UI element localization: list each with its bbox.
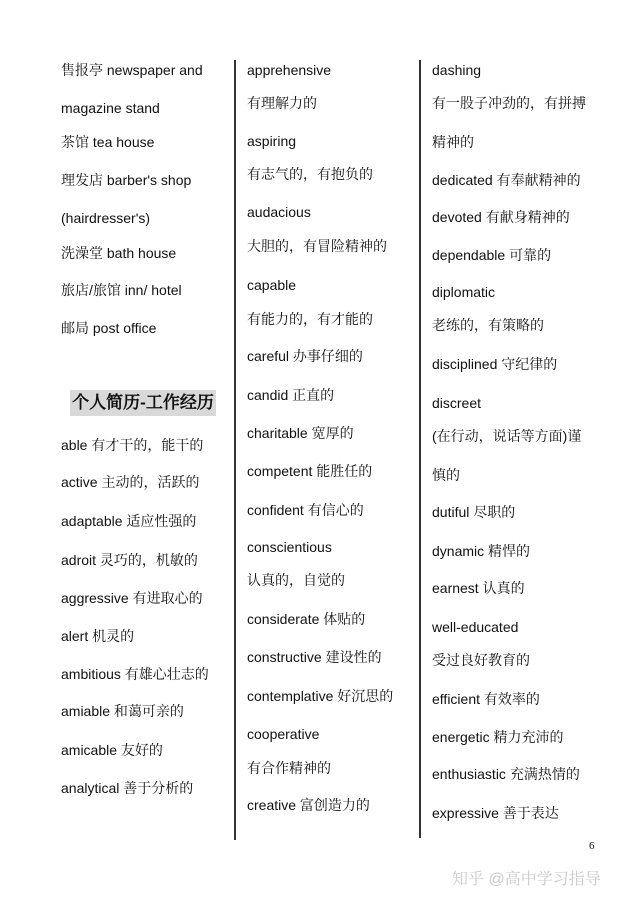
vocab-line: energetic 精力充沛的	[432, 729, 564, 745]
column-divider-left	[234, 60, 236, 840]
vocab-line: disciplined 守纪律的	[432, 356, 558, 372]
vocab-line: 有理解力的	[247, 95, 317, 111]
vocab-line: adroit 灵巧的，机敏的	[61, 552, 198, 568]
page-number: 6	[589, 840, 595, 852]
vocab-line: (hairdresser's)	[61, 210, 151, 226]
vocab-line: active 主动的，活跃的	[61, 474, 200, 490]
vocab-line: 老练的，有策略的	[432, 317, 544, 333]
vocab-line: devoted 有献身精神的	[432, 209, 570, 225]
vocab-line: 邮局 post office	[61, 320, 157, 336]
vocab-line: audacious	[247, 204, 311, 220]
vocab-line: careful 办事仔细的	[247, 348, 363, 364]
vocab-line: (在行动，说话等方面)谨	[432, 428, 582, 444]
vocab-line: 有合作精神的	[247, 760, 331, 776]
vocab-line: 售报亭 newspaper and	[61, 62, 203, 78]
vocab-line: cooperative	[247, 726, 320, 742]
vocab-line: dutiful 尽职的	[432, 504, 516, 520]
vocab-line: efficient 有效率的	[432, 691, 540, 707]
vocab-line: apprehensive	[247, 62, 332, 78]
vocab-line: able 有才干的，能干的	[61, 437, 204, 453]
vocab-line: dynamic 精悍的	[432, 543, 531, 559]
vocab-line: earnest 认真的	[432, 580, 525, 596]
vocab-line: 有志气的，有抱负的	[247, 166, 373, 182]
vocab-line: 慎的	[432, 467, 460, 483]
vocab-line: dedicated 有奉献精神的	[432, 172, 581, 188]
vocab-line: confident 有信心的	[247, 502, 364, 518]
vocab-line: considerate 体贴的	[247, 611, 366, 627]
vocab-line: charitable 宽厚的	[247, 425, 354, 441]
vocab-line: enthusiastic 充满热情的	[432, 766, 580, 782]
vocab-line: capable	[247, 277, 297, 293]
section-heading: 个人简历-工作经历	[70, 390, 216, 416]
vocab-line: discreet	[432, 395, 482, 411]
vocab-line: ambitious 有雄心壮志的	[61, 666, 209, 682]
vocab-line: dependable 可靠的	[432, 247, 552, 263]
vocab-line: 有一股子冲劲的，有拼搏	[432, 95, 586, 111]
watermark: 知乎 @高中学习指导	[452, 871, 601, 888]
vocab-line: dashing	[432, 62, 482, 78]
vocab-line: aspiring	[247, 133, 297, 149]
vocab-line: 洗澡堂 bath house	[61, 245, 177, 261]
vocab-line: aggressive 有进取心的	[61, 590, 203, 606]
vocab-line: analytical 善于分析的	[61, 780, 194, 796]
vocab-line: 旅店/旅馆 inn/ hotel	[61, 282, 182, 298]
vocab-line: amiable 和蔼可亲的	[61, 703, 184, 719]
vocab-line: 认真的，自觉的	[247, 572, 345, 588]
vocab-line: candid 正直的	[247, 387, 335, 403]
vocab-line: conscientious	[247, 539, 332, 555]
vocab-line: contemplative 好沉思的	[247, 688, 394, 704]
vocab-line: 茶馆 tea house	[61, 134, 155, 150]
column-divider-right	[419, 60, 421, 838]
vocab-line: 受过良好教育的	[432, 652, 530, 668]
vocab-line: expressive 善于表达	[432, 805, 559, 821]
vocab-line: amicable 友好的	[61, 742, 163, 758]
vocab-line: magazine stand	[61, 100, 160, 116]
vocab-line: competent 能胜任的	[247, 463, 373, 479]
vocab-line: diplomatic	[432, 284, 496, 300]
vocab-line: constructive 建设性的	[247, 649, 382, 665]
vocab-line: 大胆的，有冒险精神的	[247, 238, 387, 254]
vocab-line: well-educated	[432, 619, 519, 635]
vocab-line: creative 富创造力的	[247, 797, 370, 813]
vocab-line: adaptable 适应性强的	[61, 513, 197, 529]
vocab-line: 有能力的，有才能的	[247, 311, 373, 327]
vocab-line: alert 机灵的	[61, 628, 135, 644]
vocab-line: 理发店 barber's shop	[61, 172, 192, 188]
vocab-line: 精神的	[432, 134, 474, 150]
